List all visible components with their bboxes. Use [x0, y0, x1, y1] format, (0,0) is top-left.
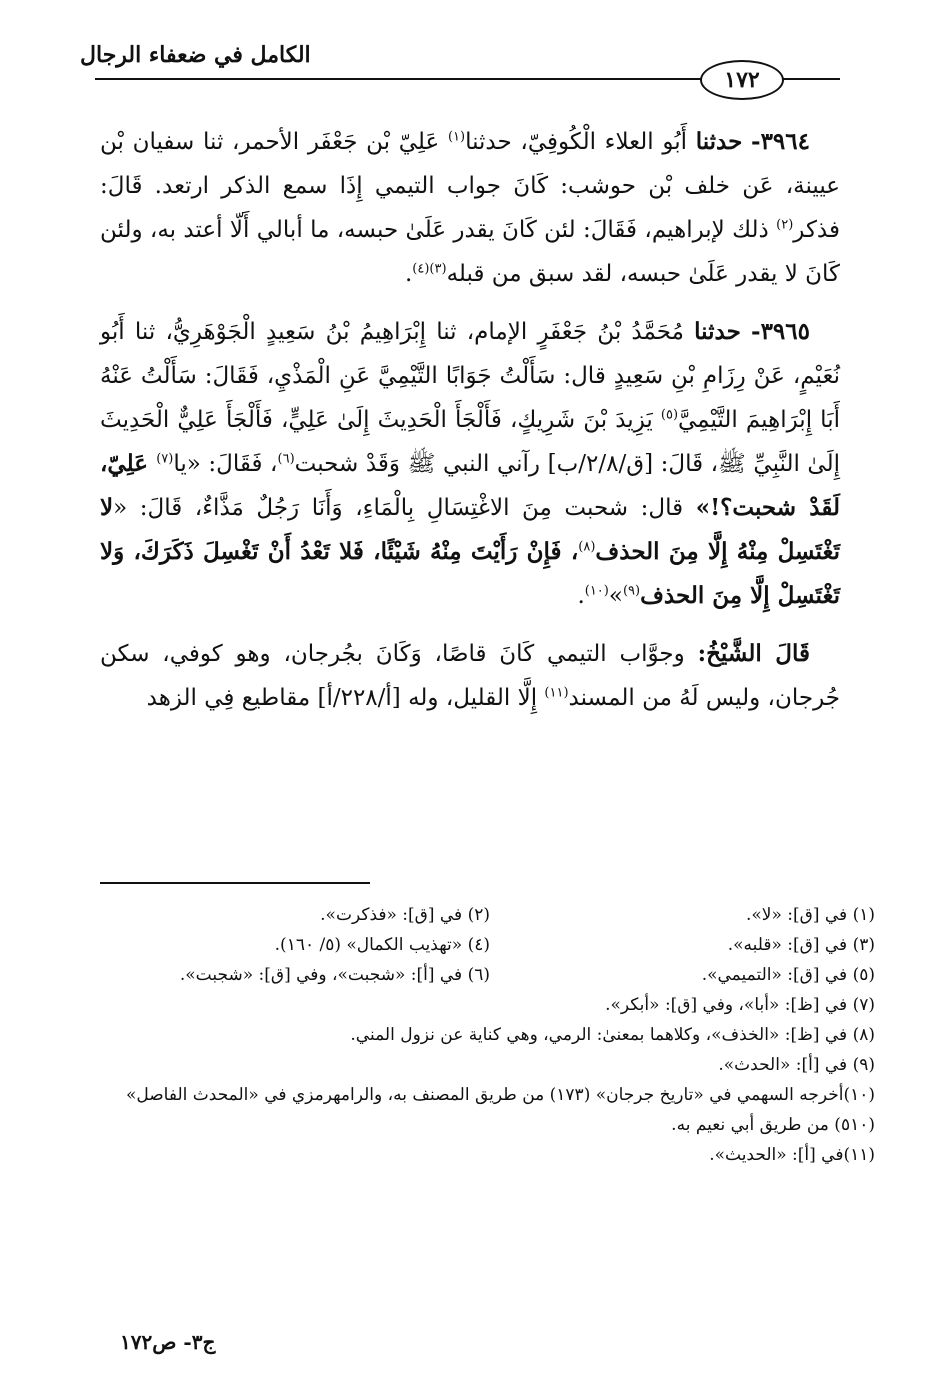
- haddathana-keyword: حدثنا: [695, 128, 743, 155]
- footnote-4: (٤) «تهذيب الكمال» (٥/ ١٦٠).: [274, 935, 490, 955]
- hadith-end: .: [577, 583, 585, 609]
- running-header-title: الكامل في ضعفاء الرجال: [80, 42, 311, 68]
- hadith-text: يَزِيدَ بْنَ شَرِيكٍ، فَأَلْجَأَ الْحَدِيثَ إِلَىٰ عَلِيٍّ، فَأَلْجَأَ عَلِيٌّ الْحَدِيثَ إِلَىٰ النَّبِيِّ ﷺ، قَالَ: [ق/٢/٨/ب] رآني النبي ﷺ وَقَدْ شحبت: [100, 407, 841, 477]
- footnote-row: [105, 900, 875, 930]
- prophet-speech: عَلِيّ، لَقَدْ شحبت؟!»: [100, 450, 841, 521]
- volume-page-reference: ج٣- ص١٧٢: [120, 1330, 216, 1354]
- hadith-number: ٣٩٦٥-: [751, 318, 810, 345]
- footnote-11: (١١)في [أ]: «الحديث».: [709, 1145, 875, 1165]
- footnote-9: (٩) في [أ]: «الحدث».: [718, 1055, 875, 1075]
- footnote-10: (١٠)أخرجه السهمي في «تاريخ جرجان» (١٧٣) من طريق المصنف به، والرامهرمزي في «المحدث الفاصل» (٥١٠) من طريق أبي نعيم به.: [125, 1085, 875, 1135]
- footnote-ref: (١٠): [584, 583, 609, 599]
- hadith-entry-3965: [100, 310, 840, 618]
- prophet-speech: ، فَإِنْ رَأَيْتَ مِنْهُ شَيْئًا، فَلا تَعْدُ أَنْ تَغْسِلَ ذَكَرَكَ، وَلا تَغْتَسِلْ إِلَّا مِنَ الحذف: [100, 538, 840, 609]
- footnote-2: (٢) في [ق]: «فذكرت».: [320, 905, 490, 925]
- prophet-speech: لا تَغْتَسِلْ مِنْهُ إِلَّا مِنَ الحذف: [100, 494, 840, 565]
- footnotes: [105, 900, 875, 1170]
- main-text: [100, 120, 840, 734]
- hadith-text: أَبُو العلاء الْكُوفِيّ، حدثنا: [465, 129, 696, 155]
- footnote-ref: (٩): [622, 583, 641, 599]
- footnote-ref: (٥): [660, 407, 679, 423]
- footnote-row: [105, 930, 875, 960]
- hadith-text: ، فَقَالَ: «يا: [173, 451, 278, 477]
- sheikh-text: وجوَّاب التيمي كَانَ قاصًا، وَكَانَ بجُرجان، وهو كوفي، سكن جُرجان، وليس لَهُ من المسند: [100, 641, 840, 711]
- hadith-text: مُحَمَّدُ بْنُ جَعْفَرٍ الإمام، ثنا إِبْرَاهِيمُ بْنُ سَعِيدٍ الْجَوْهَرِيُّ، ثنا أَبُو نُعَيْمٍ، عَنْ رِزَامِ بْنِ سَعِيدٍ قال: سَأَلْتُ جَوَابًا التَّيْمِيَّ عَنِ الْمَذْيِ، فَقَالَ: سَأَلْتُ عَنْهُ أَبَا إِبْرَاهِيمَ التَّيْمِيَّ: [100, 319, 840, 433]
- footnote-ref: (١١): [544, 685, 569, 701]
- footnote-ref: (٦): [277, 451, 295, 467]
- footnote-ref: (٨): [578, 539, 596, 555]
- hadith-text: قال: شحبت مِنَ الاغْتِسَالِ بِالْمَاءِ، وَأَنَا رَجُلٌ مَذَّاءٌ، قَالَ: «: [113, 495, 696, 521]
- footnote-3: (٣) في [ق]: «قلبه».: [727, 935, 875, 955]
- footnote-row: [105, 960, 875, 990]
- footnote-ref: (٧): [156, 451, 174, 467]
- hadith-number: ٣٩٦٤-: [751, 128, 810, 155]
- hadith-text: عَلِيّ بْن جَعْفَر الأحمر، ثنا سفيان بْن عيينة، عَن خلف بْن حوشب: كَانَ جواب التيمي إِذَا سمع الذكر ارتعد. قَالَ: فذكر: [100, 129, 840, 243]
- hadith-end: .: [404, 261, 413, 287]
- footnote-6: (٦) في [أ]: «شجبت»، وفي [ق]: «شجبت».: [179, 965, 490, 985]
- footnote-8: (٨) في [ظ]: «الخذف»، وكلاهما بمعنىٰ: الرمي، وهي كناية عن نزول المني.: [350, 1025, 875, 1045]
- hadith-entry-3964: [100, 120, 840, 296]
- sheikh-comment: [100, 632, 840, 720]
- haddathana-keyword: حدثنا: [694, 318, 741, 345]
- footnote-ref: (٣)(٤): [412, 261, 447, 277]
- sheikh-label: قَالَ الشَّيْخُ:: [697, 640, 810, 667]
- page-number: ١٧٢: [700, 60, 784, 100]
- footnote-1: (١) في [ق]: «لا».: [745, 905, 875, 925]
- hadith-text: ذلك لإبراهيم، فَقَالَ: لئن كَانَ يقدر عَلَىٰ حبسه، ما أبالي أَلّا أعتد به، ولئن كَانَ لا يقدر عَلَىٰ حبسه، لقد سبق من قبله: [100, 217, 840, 287]
- footnote-ref: (٢): [776, 217, 794, 233]
- footnote-ref: (١): [447, 129, 466, 145]
- footnote-rule: [100, 882, 370, 884]
- hadith-text: »: [608, 583, 623, 609]
- footnote-7: (٧) في [ظ]: «أبا»، وفي [ق]: «أبكر».: [605, 995, 875, 1015]
- sheikh-text: إِلَّا القليل، وله [أ/٢٢٨/أ] مقاطيع فِي الزهد: [146, 685, 545, 711]
- footnote-5: (٥) في [ق]: «التميمي».: [701, 965, 875, 985]
